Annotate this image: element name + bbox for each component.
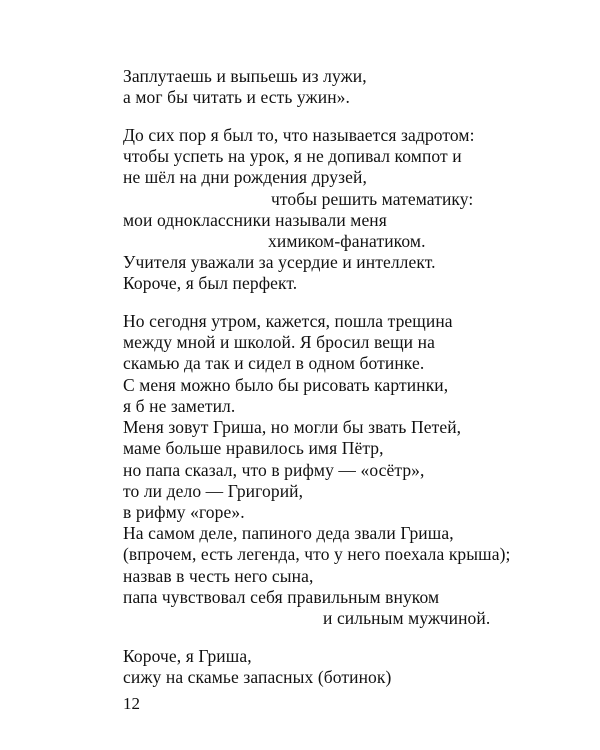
poem-line-3: До сих пор я был то, что называется задротом: bbox=[123, 125, 475, 145]
poem-line-21: На самом деле, папиного деда звали Гриша, bbox=[123, 523, 454, 543]
poem-line-11: Но сегодня утром, кажется, пошла трещина bbox=[123, 311, 453, 331]
poem-line-19: то ли дело — Григорий, bbox=[123, 481, 304, 501]
poem-line-8: химиком-фанатиком. bbox=[268, 231, 426, 251]
poem-line-4: чтобы успеть на урок, я не допивал компот и bbox=[123, 146, 462, 166]
poem-line-20: в рифму «горе». bbox=[123, 502, 245, 522]
poem-line-10: Короче, я был перфект. bbox=[123, 273, 298, 293]
poem-line-24: папа чувствовал себя правильным внуком bbox=[123, 587, 440, 607]
poem-line-1: Заплутаешь и выпьешь из лужи, bbox=[123, 66, 367, 86]
poem-line-15: я б не заметил. bbox=[123, 396, 236, 416]
poem-line-9: Учителя уважали за усердие и интеллект. bbox=[123, 252, 436, 272]
poem-line-16: Меня зовут Гриша, но могли бы звать Петей, bbox=[123, 417, 462, 437]
poem-line-23: назвав в честь него сына, bbox=[123, 566, 314, 586]
poem-line-27: сижу на скамье запасных (ботинок) bbox=[123, 667, 392, 687]
poem-line-7: мои одноклассники называли меня bbox=[123, 210, 387, 230]
poem-line-12: между мной и школой. Я бросил вещи на bbox=[123, 332, 435, 352]
poem-line-5: не шёл на дни рождения друзей, bbox=[123, 167, 367, 187]
poem-line-2: а мог бы читать и есть ужин». bbox=[123, 87, 350, 107]
poem-line-25: и сильным мужчиной. bbox=[323, 608, 491, 628]
page-number: 12 bbox=[123, 694, 140, 713]
poem-line-22: (впрочем, есть легенда, что у него поехала крыша); bbox=[123, 544, 511, 564]
poem-line-26: Короче, я Гриша, bbox=[123, 646, 252, 666]
poem-line-13: скамью да так и сидел в одном ботинке. bbox=[123, 353, 425, 373]
poem-line-6: чтобы решить математику: bbox=[271, 189, 474, 209]
poem-line-18: но папа сказал, что в рифму — «осётр», bbox=[123, 460, 425, 480]
poem-line-17: маме больше нравилось имя Пётр, bbox=[123, 438, 384, 458]
poem-line-14: С меня можно было бы рисовать картинки, bbox=[123, 375, 449, 395]
